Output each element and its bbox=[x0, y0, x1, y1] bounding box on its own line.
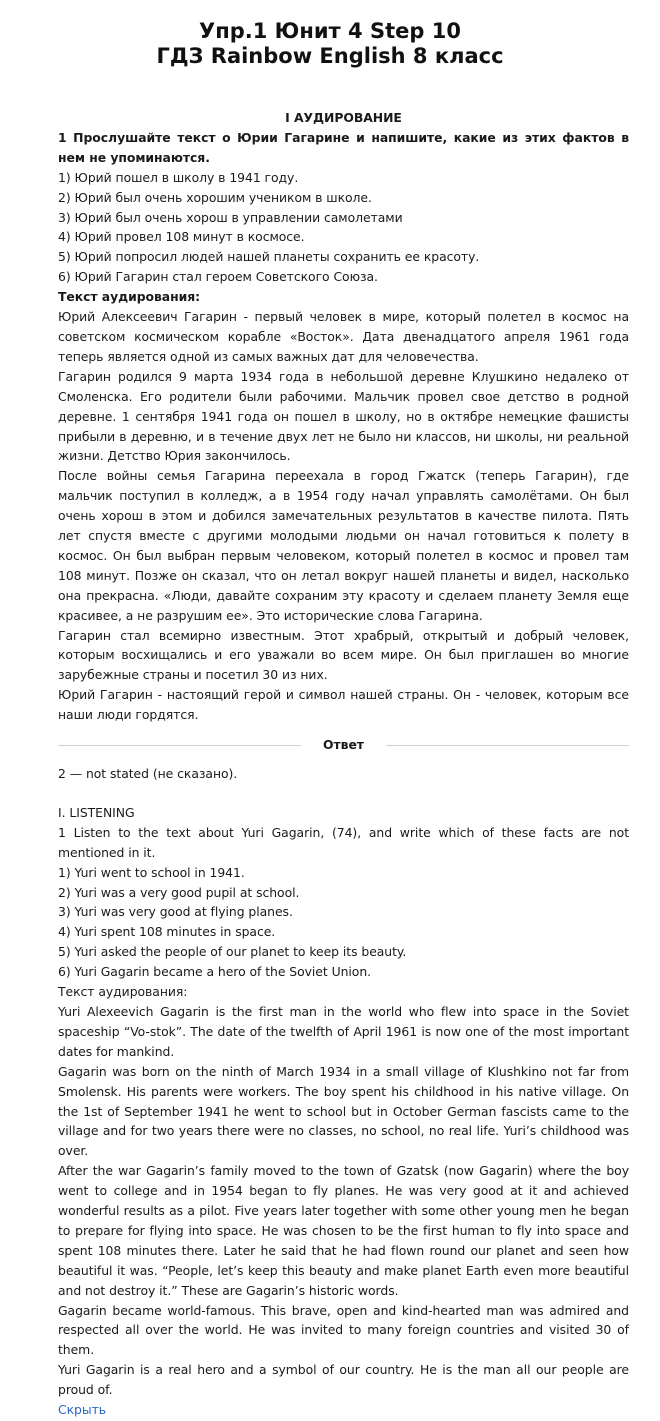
fact-ru-6: 6) Юрий Гагарин стал героем Советского Союза. bbox=[58, 269, 378, 285]
title-line-1: Упр.1 Юнит 4 Step 10 bbox=[199, 19, 461, 43]
text-label-ru: Текст аудирования: bbox=[58, 289, 201, 305]
task-ru: 1 Прослушайте текст о Юрии Гагарине и напишите, какие из этих фактов в нем не упоминаются. bbox=[58, 129, 629, 165]
paragraph-ru-5: Юрий Гагарин - настоящий герой и символ нашей страны. Он - человек, которым все наши люди гордятся. bbox=[58, 687, 629, 723]
task-en: 1 Listen to the text about Yuri Gagarin, (74), and write which of these facts are not mentioned in it. bbox=[58, 824, 629, 860]
paragraph-en-4: Gagarin became world-famous. This brave, open and kind-hearted man was admired and respected all over the world. He was invited to many foreign countries and visited 30 of them. bbox=[58, 1302, 629, 1358]
fact-ru-2: 2) Юрий был очень хорошим учеником в школе. bbox=[58, 189, 372, 205]
section-heading-ru: I АУДИРОВАНИЕ bbox=[285, 110, 402, 125]
text-label-en: Текст аудирования: bbox=[58, 984, 188, 1000]
paragraph-en-5: Yuri Gagarin is a real hero and a symbol of our country. He is the man all our people are proud of. bbox=[58, 1362, 629, 1398]
title-line-2: ГДЗ Rainbow English 8 класс bbox=[156, 44, 504, 68]
fact-en-6: 6) Yuri Gagarin became a hero of the Soviet Union. bbox=[58, 964, 372, 980]
answer-divider bbox=[58, 735, 629, 755]
section-heading-en: I. LISTENING bbox=[58, 804, 135, 820]
fact-ru-1: 1) Юрий пошел в школу в 1941 году. bbox=[58, 169, 299, 185]
paragraph-ru-3: После войны семья Гагарина переехала в город Гжатск (теперь Гагарин), где мальчик поступил в колледж, а в 1954 году начал управлять самолётами. Он был очень хорош в этом и добился замечательных результатов в качестве пилота. Пять лет спустя вместе с другими молодыми людьми он начал готовиться к полету в космос. Он был выбран первым человеком, который полетел в космос и провел там 108 минут. Позже он сказал, что он летал вокруг нашей планеты и видел, насколько она прекрасна. «Люди, давайте сохраним эту красоту и сделаем планету Земля еще красивее, а не разрушим ее». Это исторические слова Гагарина. bbox=[58, 468, 629, 623]
fact-ru-5: 5) Юрий попросил людей нашей планеты сохранить ее красоту. bbox=[58, 249, 480, 265]
fact-en-4: 4) Yuri spent 108 minutes in space. bbox=[58, 924, 276, 940]
divider-line-left bbox=[58, 745, 301, 746]
exercise-content bbox=[0, 108, 660, 1420]
paragraph-en-3: After the war Gagarin’s family moved to the town of Gzatsk (now Gagarin) where the boy went to college and in 1954 began to fly planes. He was very good at it and achieved wonderful results as a pilot. Five years later together with some other young men he began to prepare for flying into space. He was chosen to be the first human to fly into space and spent 108 minutes there. Later he said that he had flown round our planet and seen how beautiful it was. “People, let’s keep this beauty and make planet Earth even more beautiful and not destroy it.” These are Gagarin’s historic words. bbox=[58, 1163, 629, 1298]
paragraph-ru-1: Юрий Алексеевич Гагарин - первый человек в мире, который полетел в космос на советском космическом корабле «Восток». Дата двенадцатого апреля 1961 года теперь является одной из самых важных дат для человечества. bbox=[58, 309, 629, 364]
page-title bbox=[0, 0, 660, 69]
paragraph-ru-4: Гагарин стал всемирно известным. Этот храбрый, открытый и добрый человек, которым восхищались и его уважали во всем мире. Он был приглашен во многие зарубежные страны и посетил 30 из них. bbox=[58, 627, 629, 683]
divider-line-right bbox=[386, 745, 629, 746]
paragraph-en-1: Yuri Alexeevich Gagarin is the first man in the world who flew into space in the Soviet spaceship “Vo-stok”. The date of the twelfth of April 1961 is now one of the most important dates for mankind. bbox=[58, 1003, 629, 1059]
fact-en-2: 2) Yuri was a very good pupil at school. bbox=[58, 884, 300, 900]
paragraph-ru-2: Гагарин родился 9 марта 1934 года в небольшой деревне Клушкино недалеко от Смоленска. Его родители были рабочими. Мальчик провел свое детство в родной деревне. 1 сентября 1941 года он пошел в школу, но в октябре немецкие фашисты прибыли в деревню, и в течение двух лет не было ни классов, ни школы, ни реальной жизни. Детство Юрия закончилось. bbox=[58, 368, 629, 464]
paragraph-en-2: Gagarin was born on the ninth of March 1934 in a small village of Klushkino not far from Smolensk. His parents were workers. The boy spent his childhood in his native village. On the 1st of September 1941 he went to school but in October German fascists came to the village and for two years there were no classes, no school, no real life. Yuri’s childhood was over. bbox=[58, 1063, 629, 1159]
fact-ru-4: 4) Юрий провел 108 минут в космосе. bbox=[58, 229, 305, 245]
fact-en-1: 1) Yuri went to school in 1941. bbox=[58, 864, 245, 880]
hide-answer-link[interactable]: Скрыть bbox=[58, 1402, 107, 1418]
answer-text: 2 — not stated (не сказано). bbox=[58, 766, 238, 781]
fact-en-3: 3) Yuri was very good at flying planes. bbox=[58, 904, 293, 920]
answer-heading: Ответ bbox=[323, 737, 364, 753]
fact-en-5: 5) Yuri asked the people of our planet to keep its beauty. bbox=[58, 944, 407, 960]
fact-ru-3: 3) Юрий был очень хорош в управлении самолетами bbox=[58, 209, 403, 225]
